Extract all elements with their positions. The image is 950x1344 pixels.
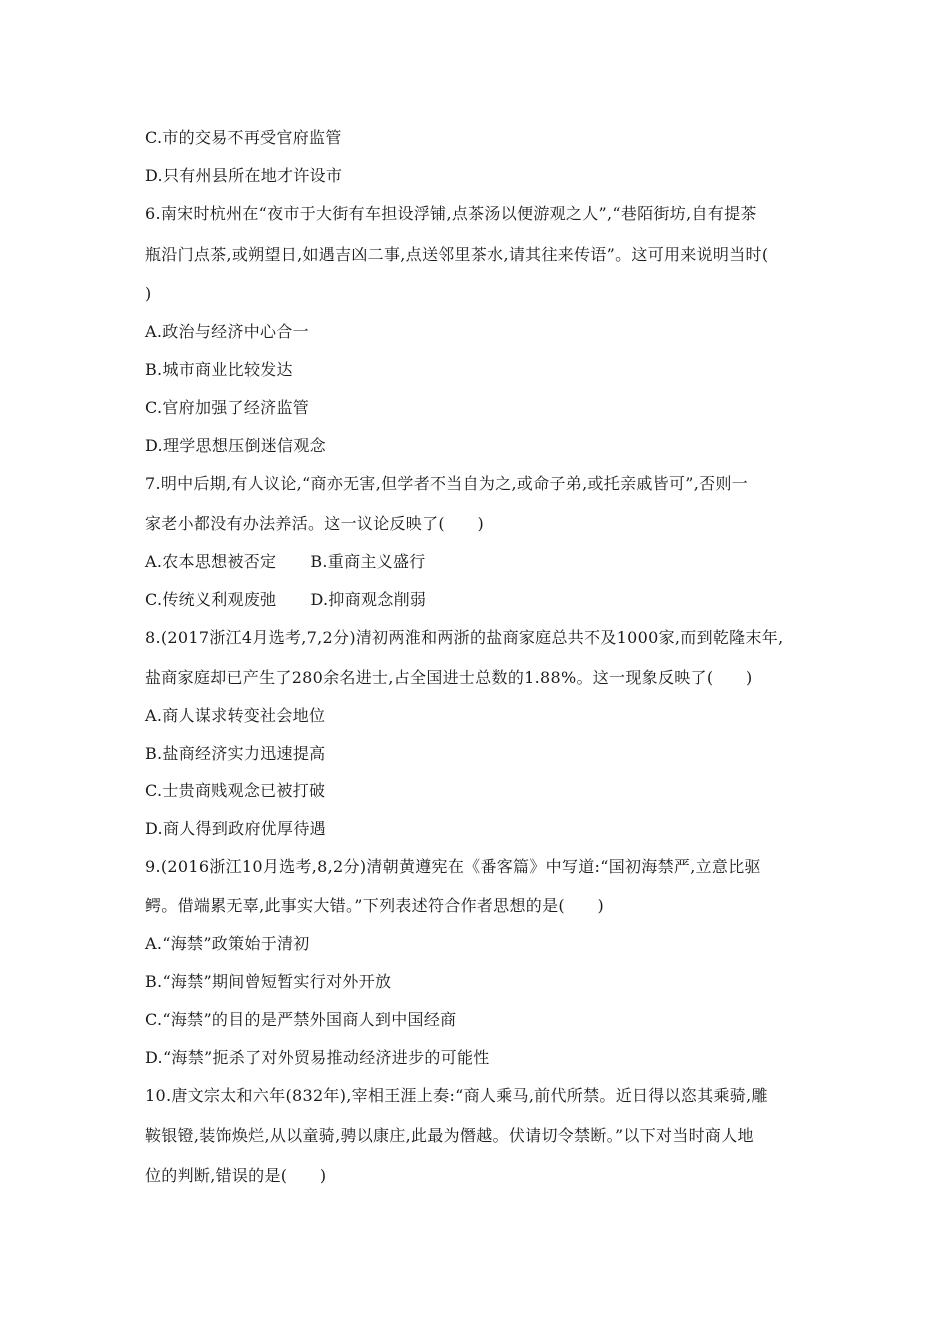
q7-option-c: C.传统义利观废弛 — [145, 590, 277, 609]
q10-stem-line-1: 10.唐文宗太和六年(832年),宰相王涯上奏:“商人乘马,前代所禁。近日得以恣其乘骑,雕 — [145, 1086, 768, 1105]
q8-option-c: C.士贵商贱观念已被打破 — [145, 781, 326, 800]
q8-option-b: B.盐商经济实力迅速提高 — [145, 744, 326, 763]
q8-option-d: D.商人得到政府优厚待遇 — [145, 819, 326, 838]
q8-stem-line-1: 8.(2017浙江4月选考,7,2分)清初两淮和两浙的盐商家庭总共不及1000家,而到乾隆末年, — [145, 628, 784, 647]
q10-stem-line-2: 鞍银镫,装饰焕烂,从以童骑,骋以康庄,此最为僭越。伏请切令禁断。”以下对当时商人地 — [145, 1126, 754, 1145]
q7-stem-line-1: 7.明中后期,有人议论,“商亦无害,但学者不当自为之,或命子弟,或托亲戚皆可”,否则一 — [145, 474, 749, 493]
q8-stem-line-2: 盐商家庭却已产生了280余名进士,占全国进士总数的1.88%。这一现象反映了( ) — [145, 668, 753, 687]
q9-stem-line-1: 9.(2016浙江10月选考,8,2分)清朝黄遵宪在《番客篇》中写道:“国初海禁严,立意比驱 — [145, 857, 761, 876]
q5-option-c: C.市的交易不再受官府监管 — [145, 128, 342, 147]
q6-stem-line-1: 6.南宋时杭州在“夜市于大街有车担设浮铺,点茶汤以便游观之人”,“巷陌街坊,自有提茶 — [145, 204, 757, 223]
q6-option-b: B.城市商业比较发达 — [145, 360, 293, 379]
q10-stem-line-3: 位的判断,错误的是( ) — [145, 1166, 327, 1185]
q7-options-ab — [145, 552, 426, 572]
q5-option-d: D.只有州县所在地才许设市 — [145, 166, 343, 185]
q6-option-c: C.官府加强了经济监管 — [145, 398, 310, 417]
q6-option-a: A.政治与经济中心合一 — [145, 322, 309, 341]
q9-option-a: A.“海禁”政策始于清初 — [145, 934, 310, 953]
q8-option-a: A.商人谋求转变社会地位 — [145, 706, 326, 725]
q9-option-b: B.“海禁”期间曾短暂实行对外开放 — [145, 972, 392, 991]
q7-options-cd — [145, 590, 426, 610]
q7-option-b: B.重商主义盛行 — [310, 552, 426, 571]
q9-option-c: C.“海禁”的目的是严禁外国商人到中国经商 — [145, 1010, 457, 1029]
q6-option-d: D.理学思想压倒迷信观念 — [145, 436, 326, 455]
q6-stem-line-3: ) — [145, 284, 152, 303]
q9-stem-line-2: 鳄。借端累无辜,此事实大错。”下列表述符合作者思想的是( ) — [145, 896, 605, 915]
q7-stem-line-2: 家老小都没有办法养活。这一议论反映了( ) — [145, 514, 485, 533]
q6-stem-line-2: 瓶沿门点茶,或朔望日,如遇吉凶二事,点送邻里茶水,请其往来传语”。这可用来说明当时( — [145, 245, 769, 264]
q7-option-a: A.农本思想被否定 — [145, 552, 277, 571]
q7-option-d: D.抑商观念削弱 — [310, 590, 427, 609]
q9-option-d: D.“海禁”扼杀了对外贸易推动经济进步的可能性 — [145, 1048, 490, 1067]
